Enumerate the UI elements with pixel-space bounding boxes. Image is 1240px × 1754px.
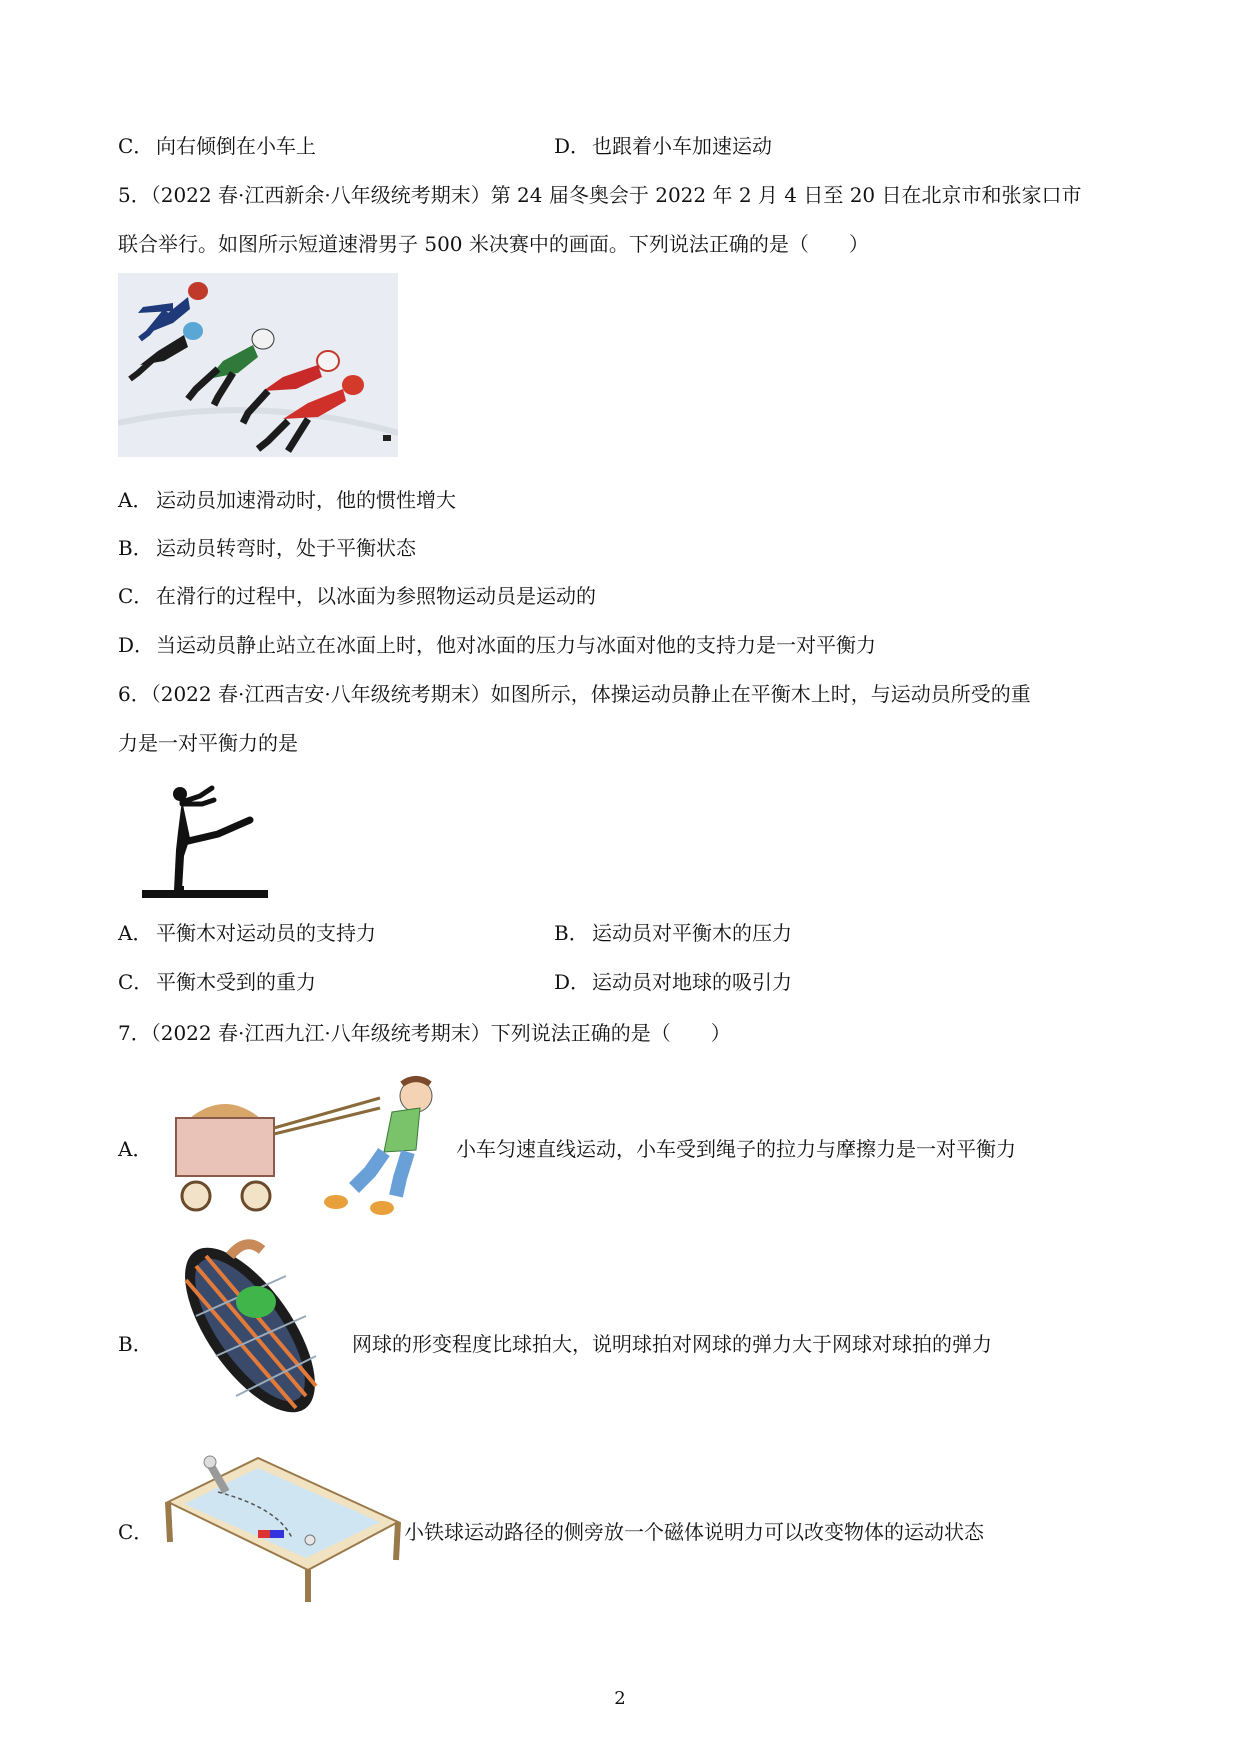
q5-stem-line2: 联合举行。如图所示短道速滑男子 500 米决赛中的画面。下列说法正确的是（ ） (118, 232, 869, 256)
q6-option-c (118, 968, 316, 996)
option-text: 运动员对地球的吸引力 (592, 970, 792, 994)
q6-option-a (118, 919, 376, 947)
q7-option-c-text: 小铁球运动路径的侧旁放一个磁体说明力可以改变物体的运动状态 (404, 1520, 984, 1544)
q7-option-a-letter: A． (118, 1137, 153, 1161)
tennis-racket-figure (166, 1236, 336, 1424)
q6-option-b (554, 919, 792, 947)
option-text: 也跟着小车加速运动 (592, 134, 772, 158)
q7-option-c-letter: C． (118, 1520, 154, 1544)
option-text: 向右倾倒在小车上 (156, 134, 316, 158)
option-letter: B． (554, 921, 589, 945)
q5-option-d (118, 631, 876, 659)
q5-option-b (118, 534, 416, 562)
option-letter: D． (554, 970, 591, 994)
option-letter: C． (118, 134, 154, 158)
option-text: 运动员对平衡木的压力 (592, 921, 792, 945)
option-letter: A． (118, 921, 153, 945)
q7-stem: 7．（2022 春·江西九江·八年级统考期末）下列说法正确的是（ ） (118, 1021, 731, 1045)
q7-option-b-text: 网球的形变程度比球拍大，说明球拍对网球的弹力大于网球对球拍的弹力 (352, 1332, 992, 1356)
q4-option-c (118, 132, 316, 160)
option-text: 平衡木受到的重力 (156, 970, 316, 994)
q7-option-a-text: 小车匀速直线运动，小车受到绳子的拉力与摩擦力是一对平衡力 (456, 1137, 1016, 1161)
q6-option-d (554, 968, 792, 996)
option-letter: D． (554, 134, 591, 158)
option-text: 运动员转弯时，处于平衡状态 (156, 536, 416, 560)
speed-skating-figure (118, 273, 398, 457)
magnet-steel-ball-figure (158, 1452, 402, 1604)
q5-option-a (118, 486, 456, 514)
q5-option-c (118, 582, 596, 610)
option-text: 平衡木对运动员的支持力 (156, 921, 376, 945)
gymnast-balance-beam-figure (138, 780, 272, 906)
option-letter: C． (118, 970, 154, 994)
boy-pulling-cart-figure (170, 1068, 454, 1218)
q6-stem-line2: 力是一对平衡力的是 (118, 731, 298, 755)
option-letter: A． (118, 488, 153, 512)
option-text: 在滑行的过程中，以冰面为参照物运动员是运动的 (156, 584, 596, 608)
q5-stem-line1: 5．（2022 春·江西新余·八年级统考期末）第 24 届冬奥会于 2022 年 2 月 4 日至 20 日在北京市和张家口市 (118, 183, 1082, 207)
q7-option-b-letter: B． (118, 1332, 153, 1356)
option-letter: D． (118, 633, 155, 657)
q4-option-d (554, 132, 772, 160)
option-letter: C． (118, 584, 154, 608)
option-text: 运动员加速滑动时，他的惯性增大 (156, 488, 456, 512)
option-text: 当运动员静止站立在冰面上时，他对冰面的压力与冰面对他的支持力是一对平衡力 (156, 633, 876, 657)
page-number: 2 (614, 1688, 626, 1709)
option-letter: B． (118, 536, 153, 560)
q6-stem-line1: 6．（2022 春·江西吉安·八年级统考期末）如图所示，体操运动员静止在平衡木上时，与运动员所受的重 (118, 682, 1031, 706)
